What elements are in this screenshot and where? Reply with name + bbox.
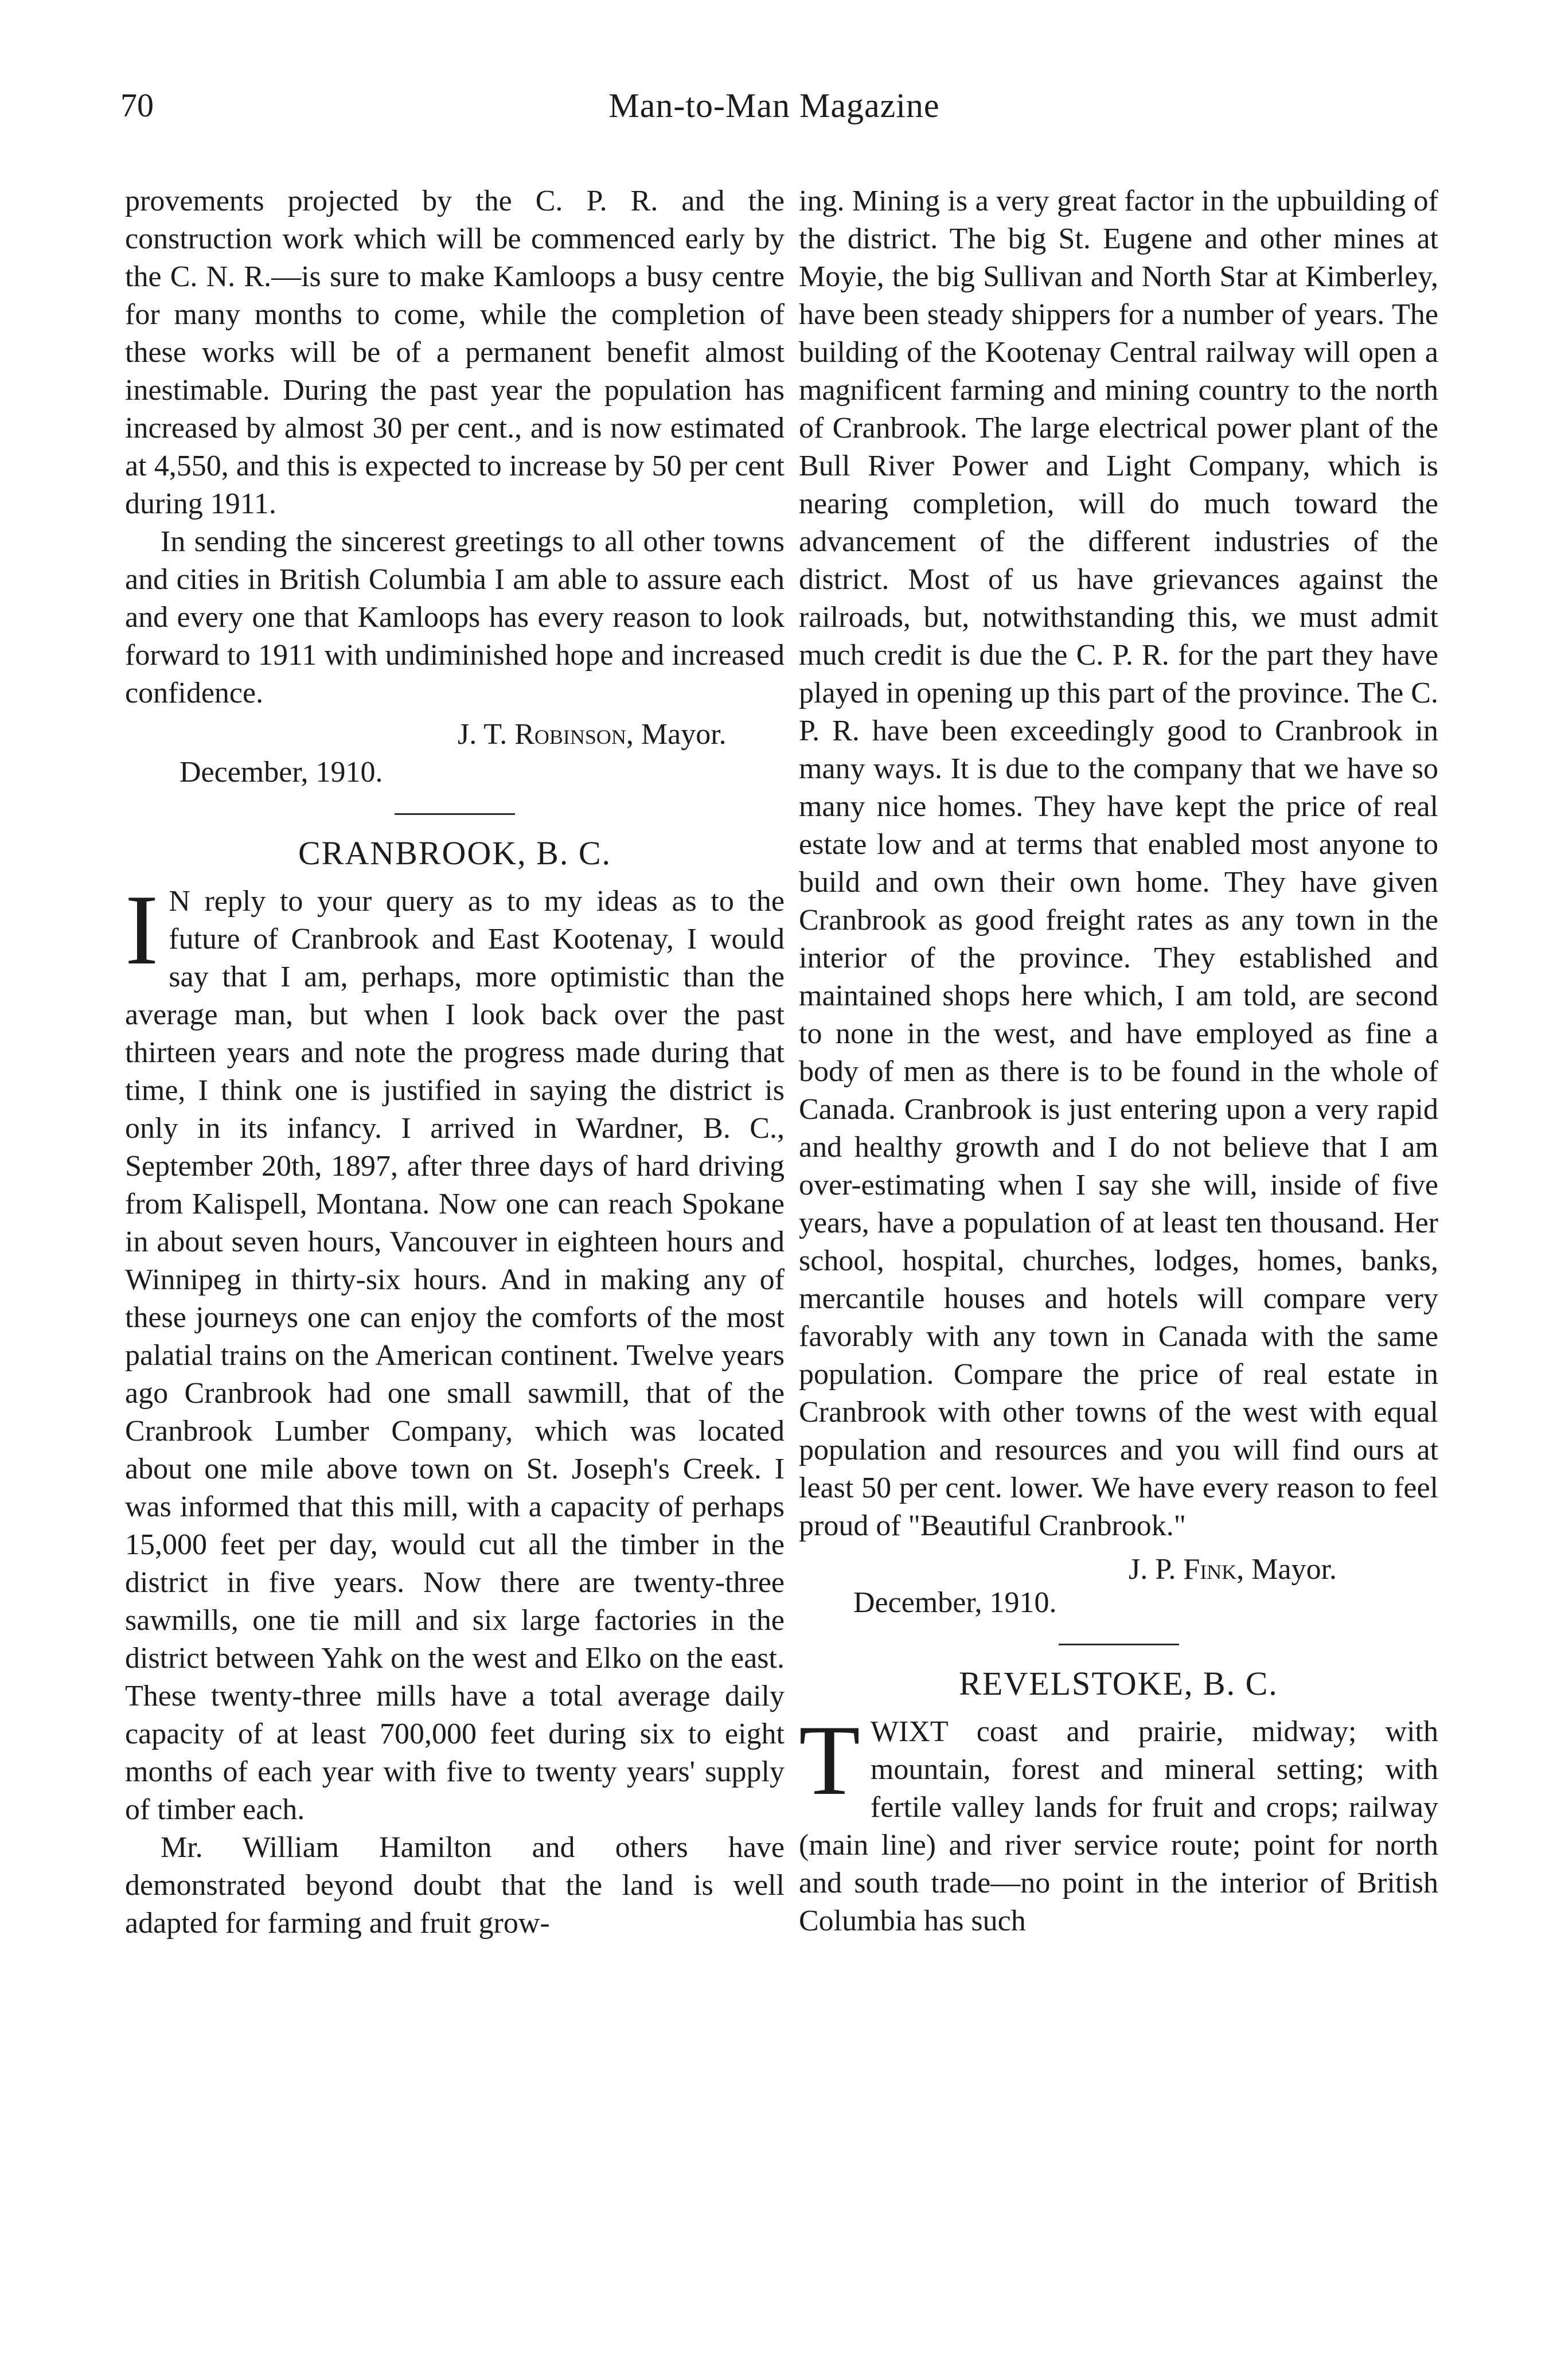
signature-name: J. P. Fink, xyxy=(1129,1553,1244,1586)
left-column xyxy=(125,182,785,1942)
kamloops-paragraph-1: provements projected by the C. P. R. and the construction work which will be commenced early by the C. N. R.—is sure to make Kamloops a busy centre for many months to come, while the completion of these works will be of a permanent benefit almost inestimable. During the past year the population has increased by almost 30 per cent., and is now estimated at 4,550, and this is expected to increase by 50 per cent during 1911. xyxy=(125,185,785,520)
cranbrook-paragraph-1-text: N reply to your query as to my ideas as to the future of Cranbrook and East Kootenay, I would say that I am, perhaps, more optimistic than the average man, but when I look back over the past thirteen years and note the progress made during that time, I think one is justified in saying the district is only in its infancy. I arrived in Wardner, B. C., September 20th, 1897, after three days of hard driving from Kalispell, Montana. Now one can reach Spokane in about seven hours, Vancouver in eighteen hours and Winnipeg in thirty-six hours. And in making any of these journeys one can enjoy the comforts of the most palatial trains on the American continent. Twelve years ago Cranbrook had one small sawmill, that of the Cranbrook Lumber Company, which was located about one mile above town on St. Joseph's Creek. I was informed that this mill, with a capacity of perhaps 15,000 feet per day, would cut all the timber in the district in five years. Now there are twenty-three sawmills, one tie mill and six large factories in the district between Yahk on the west and Elko on the east. These twenty-three mills have a total average daily capacity of at least 700,000 feet during six to eight months of each year with five to twenty years' supply of timber each. xyxy=(125,885,785,1826)
revelstoke-paragraph-1-text: WIXT coast and prairie, midway; with mountain, forest and mineral setting; with fertile valley lands for fruit and crops; railway (main line) and river service route; point for north and south trade—no point in the interior of British Columbia has such xyxy=(799,1715,1438,1937)
cranbrook-paragraph-2: Mr. William Hamilton and others have demonstrated beyond doubt that the land is well adapted for farming and fruit grow- xyxy=(125,1831,785,1940)
cranbrook-date: December, 1910. xyxy=(853,1586,1057,1619)
cranbrook-heading: CRANBROOK, B. C. xyxy=(298,834,612,872)
dropcap-letter: I xyxy=(125,874,159,985)
signature-title: Mayor. xyxy=(1251,1553,1337,1586)
right-column xyxy=(799,182,1438,1940)
signature-title: Mayor. xyxy=(641,718,727,751)
signature-name: J. T. Robinson, xyxy=(458,718,634,751)
cranbrook-signature xyxy=(799,1551,1438,1589)
page-header xyxy=(120,86,1428,143)
section-divider xyxy=(1059,1644,1179,1645)
running-title: Man-to-Man Magazine xyxy=(608,87,940,124)
cranbrook-paragraph-3: ing. Mining is a very great factor in the upbuilding of the district. The big St. Eugene and other mines at Moyie, the big Sullivan and North Star at Kimberley, have been steady shippers for a number of years. The building of the Kootenay Central railway will open a magnificent farming and mining country to the north of Cranbrook. The large electrical power plant of the Bull River Power and Light Company, which is nearing completion, will do much toward the advancement of the different industries of the district. Most of us have grievances against the railroads, but, notwithstanding this, we must admit much credit is due the C. P. R. for the part they have played in opening up this part of the province. The C. P. R. have been exceedingly good to Cranbrook in many ways. It is due to the company that we have so many nice homes. They have kept the price of real estate low and at terms that enabled most anyone to build and own their own home. They have given Cranbrook as good freight rates as any town in the interior of the province. They established and maintained shops here which, I am told, are second to none in the west, and have employed as fine a body of men as there is to be found in the whole of Canada. Cranbrook is just entering upon a very rapid and healthy growth and I do not believe that I am over-estimating when I say she will, inside of five years, have a population of at least ten thousand. Her school, hospital, churches, lodges, homes, banks, mercantile houses and hotels will compare very favorably with any town in Canada with the same population. Compare the price of real estate in Cranbrook with other towns of the west with equal population and resources and you will find ours at least 50 per cent. lower. We have every reason to feel proud of "Beautiful Cranbrook." xyxy=(799,185,1438,1542)
dropcap-letter: T xyxy=(799,1704,860,1816)
kamloops-date: December, 1910. xyxy=(179,756,383,789)
revelstoke-heading: REVELSTOKE, B. C. xyxy=(959,1665,1278,1702)
revelstoke-paragraph-1 xyxy=(799,1704,1438,1940)
section-divider xyxy=(395,813,515,815)
cranbrook-paragraph-1 xyxy=(125,874,785,1829)
kamloops-paragraph-2: In sending the sincerest greetings to all other towns and cities in British Columbia I am able to assure each and every one that Kamloops has every reason to look forward to 1911 with undiminished hope and increased confidence. xyxy=(125,525,785,709)
kamloops-signature xyxy=(125,716,785,754)
page-number: 70 xyxy=(120,87,154,124)
